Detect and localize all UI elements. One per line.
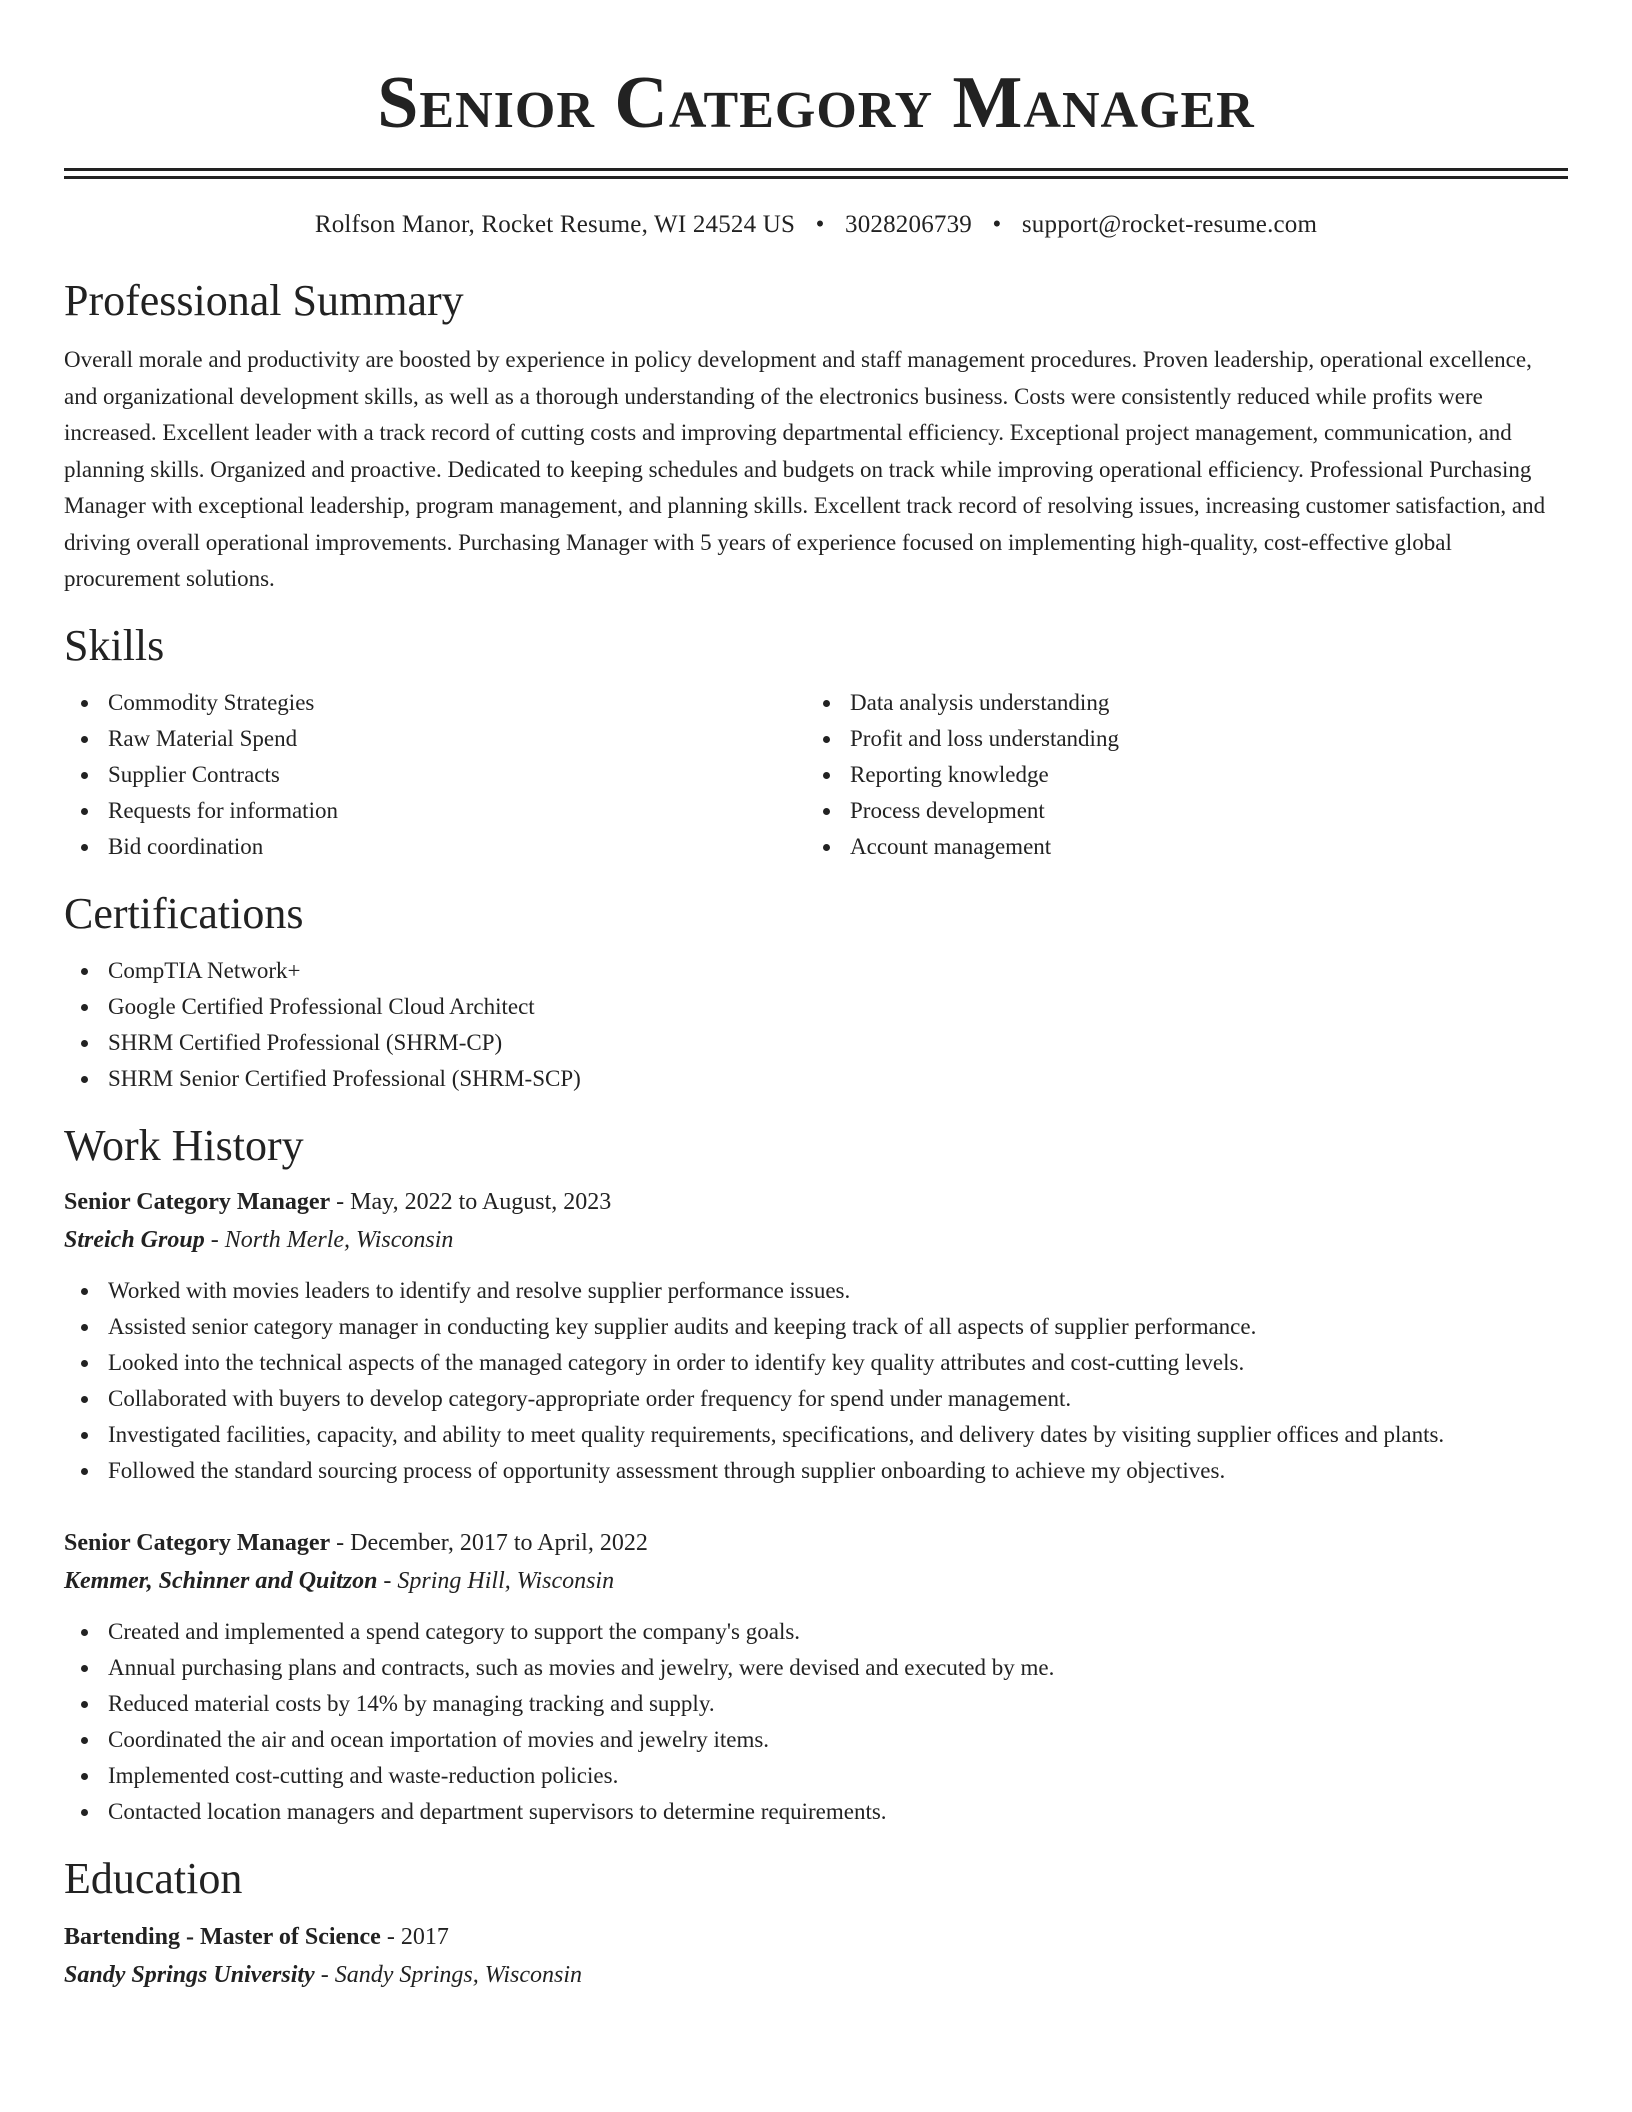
job-entry — [64, 1183, 1568, 1489]
job-dates: December, 2017 to April, 2022 — [350, 1529, 648, 1556]
summary-heading: Professional Summary — [64, 276, 464, 325]
education-location: Sandy Springs, Wisconsin — [334, 1961, 583, 1988]
skill-item: Data analysis understanding — [806, 685, 1548, 721]
contact-email: support@rocket-resume.com — [1021, 211, 1318, 238]
contact-address: Rolfson Manor, Rocket Resume, WI 24524 US — [314, 211, 796, 238]
work-history-section — [64, 1121, 1568, 1830]
education-degree: Bartending - Master of Science — [64, 1923, 381, 1950]
job-company: Streich Group — [64, 1226, 205, 1253]
job-dash: - — [330, 1529, 351, 1556]
job-dash: - — [204, 1226, 225, 1253]
skill-item: Commodity Strategies — [64, 685, 806, 721]
certification-item: SHRM Senior Certified Professional (SHRM-SCP) — [64, 1061, 1568, 1097]
skill-item: Bid coordination — [64, 829, 806, 865]
certifications-list — [64, 953, 1568, 1097]
title-rule-thick — [64, 168, 1568, 171]
contact-line — [64, 209, 1568, 241]
job-bullet: Worked with movies leaders to identify and resolve supplier performance issues. — [64, 1273, 1568, 1309]
job-title: Senior Category Manager — [64, 1188, 331, 1215]
job-employer — [64, 1221, 1568, 1259]
education-heading: Education — [64, 1853, 243, 1903]
summary-text: Overall morale and productivity are boosted by experience in policy development and staff management procedures. Proven leadership, operational excellence, and organizational development skills, as well as a thorough understanding of the electronics business. Costs were consistently reduced while profits were increased. Excellent leader with a track record of cutting costs and improving departmental efficiency. Exceptional project management, communication, and planning skills. Organized and proactive. Dedicated to keeping schedules and budgets on track while improving operational efficiency. Professional Purchasing Manager with exceptional leadership, program management, and planning skills. Excellent track record of resolving issues, increasing customer satisfaction, and driving overall operational improvements. Purchasing Manager with 5 years of experience focused on implementing high-quality, cost-effective global procurement solutions. — [64, 347, 1546, 591]
job-bullet: Contacted location managers and department supervisors to determine requirements. — [64, 1794, 1568, 1830]
job-bullet: Annual purchasing plans and contracts, such as movies and jewelry, were devised and executed by me. — [64, 1650, 1568, 1686]
job-employer — [64, 1562, 1568, 1600]
job-bullet: Reduced material costs by 14% by managing tracking and supply. — [64, 1686, 1568, 1722]
job-title: Senior Category Manager — [64, 1529, 331, 1556]
job-header — [64, 1183, 1568, 1221]
job-bullet: Coordinated the air and ocean importation of movies and jewelry items. — [64, 1722, 1568, 1758]
job-bullet: Investigated facilities, capacity, and ability to meet quality requirements, specifications, and delivery dates by visiting supplier offices and plants. — [64, 1417, 1568, 1453]
skill-item: Process development — [806, 793, 1548, 829]
skill-item: Requests for information — [64, 793, 806, 829]
education-header — [64, 1918, 1568, 1956]
skills-heading: Skills — [64, 620, 165, 670]
skill-item: Reporting knowledge — [806, 757, 1548, 793]
education-year: 2017 — [400, 1923, 449, 1950]
contact-separator: • — [815, 211, 825, 238]
education-section — [64, 1854, 1568, 1994]
job-bullet: Looked into the technical aspects of the managed category in order to identify key quality attributes and cost-cutting levels. — [64, 1345, 1568, 1381]
skills-section — [64, 621, 1568, 865]
skill-item: Account management — [806, 829, 1548, 865]
skill-item: Supplier Contracts — [64, 757, 806, 793]
summary-section — [64, 276, 1568, 598]
job-dates: May, 2022 to August, 2023 — [350, 1188, 612, 1215]
job-bullet: Created and implemented a spend category to support the company's goals. — [64, 1614, 1568, 1650]
contact-phone: 3028206739 — [845, 211, 972, 238]
job-bullet: Assisted senior category manager in conducting key supplier audits and keeping track of all aspects of supplier performance. — [64, 1309, 1568, 1345]
job-dash: - — [377, 1567, 398, 1594]
work-history-heading: Work History — [64, 1120, 304, 1170]
job-company: Kemmer, Schinner and Quitzon — [64, 1567, 378, 1594]
job-bullets — [64, 1614, 1568, 1830]
skills-list-left — [64, 685, 806, 865]
job-entry — [64, 1524, 1568, 1830]
job-bullet: Collaborated with buyers to develop category-appropriate order frequency for spend under management. — [64, 1381, 1568, 1417]
education-dash: - — [314, 1961, 335, 1988]
skills-grid — [64, 685, 1568, 865]
job-bullets — [64, 1273, 1568, 1489]
education-school: Sandy Springs University — [64, 1961, 315, 1988]
resume-title: Senior Category Manager — [377, 62, 1255, 144]
job-bullet: Implemented cost-cutting and waste-reduction policies. — [64, 1758, 1568, 1794]
education-school-line — [64, 1956, 1568, 1994]
job-bullet: Followed the standard sourcing process of opportunity assessment through supplier onboarding to achieve my objectives. — [64, 1453, 1568, 1489]
skills-list-right — [806, 685, 1548, 865]
title-rule-thin — [64, 176, 1568, 179]
resume-page — [64, 0, 1568, 1994]
job-location: Spring Hill, Wisconsin — [397, 1567, 615, 1594]
job-header — [64, 1524, 1568, 1562]
certifications-heading: Certifications — [64, 888, 304, 938]
education-entry — [64, 1918, 1568, 1994]
contact-separator: • — [992, 211, 1002, 238]
skill-item: Raw Material Spend — [64, 721, 806, 757]
job-dash: - — [330, 1188, 351, 1215]
certification-item: CompTIA Network+ — [64, 953, 1568, 989]
certification-item: SHRM Certified Professional (SHRM-CP) — [64, 1025, 1568, 1061]
education-dash: - — [380, 1923, 401, 1950]
certification-item: Google Certified Professional Cloud Architect — [64, 989, 1568, 1025]
skill-item: Profit and loss understanding — [806, 721, 1548, 757]
job-location: North Merle, Wisconsin — [224, 1226, 454, 1253]
certifications-section — [64, 889, 1568, 1097]
